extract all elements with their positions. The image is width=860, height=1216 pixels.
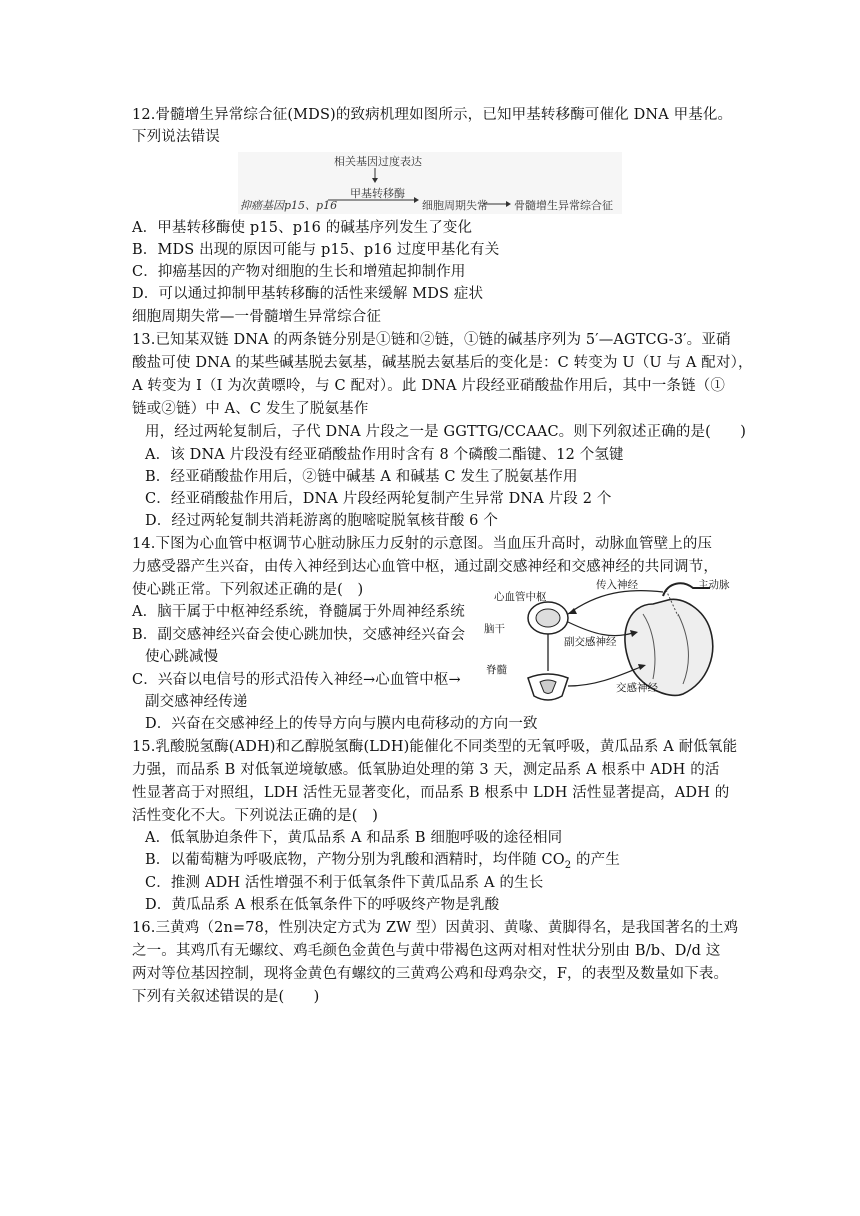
q14-option-c: C．兴奋以电信号的形式沿传入神经→心血管中枢→ (132, 672, 461, 688)
q15-line2: 力强，而品系 B 对低氧逆境敏感。低氧胁迫处理的第 3 天，测定品系 A 根系中 ADH 的活 (132, 762, 720, 778)
fig-center-label: 心血管中枢 (494, 591, 547, 603)
q12-option-a: A．甲基转移酶使 p15、p16 的碱基序列发生了变化 (132, 220, 473, 236)
q14-option-d: D．兴奋在交感神经上的传导方向与膜内电荷移动的方向一致 (145, 716, 538, 732)
q15-line4: 活性变化不大。下列说法正确的是( ) (132, 808, 379, 824)
q13-option-d: D．经过两轮复制共消耗游离的胞嘧啶脱氧核苷酸 6 个 (145, 513, 498, 529)
q12-option-d: D．可以通过抑制甲基转移酶的活性来缓解 MDS 症状 (132, 286, 484, 302)
fig-left-label: 抑癌基因p15、p16 (240, 199, 338, 212)
q15-option-b-tail: 的产生 (571, 852, 620, 868)
q14-option-b: B．副交感神经兴奋会使心跳加快，交感神经兴奋会 (132, 627, 466, 643)
fig-aorta-label: 主动脉 (698, 579, 730, 591)
q13-option-a: A．该 DNA 片段没有经亚硝酸盐作用时含有 8 个磷酸二酯键、12 个氢键 (145, 447, 624, 463)
q16-line2: 之一。其鸡爪有无螺纹、鸡毛颜色金黄色与黄中带褐色这两对相对性状分别由 B/b、D/d 这 (132, 943, 721, 959)
q12-stem-line2: 下列说法错误 (132, 129, 220, 145)
q16-line4: 下列有关叙述错误的是( ) (132, 989, 320, 1005)
fig-spinal-label: 脊髓 (486, 664, 507, 676)
q12-option-b: B．MDS 出现的原因可能与 p15、p16 过度甲基化有关 (132, 242, 500, 258)
q14-line1: 14.下图为心血管中枢调节心脏动脉压力反射的示意图。当血压升高时，动脉血管壁上的压 (132, 536, 713, 552)
q13-continuation: 用，经过两轮复制后，子代 DNA 片段之一是 GGTTG/CCAAC。则下列叙述正确的是( ) (145, 424, 747, 440)
q14-line2: 力感受器产生兴奋，由传入神经到达心血管中枢，通过副交感神经和交感神经的共同调节， (132, 559, 718, 575)
q12-stem-line1: 12.骨髓增生异常综合征(MDS)的致病机理如图所示，已知甲基转移酶可催化 DNA 甲基化。 (132, 107, 733, 123)
q12-trailing-text: 细胞周期失常—一骨髓增生异常综合征 (132, 309, 382, 325)
fig-enzyme-label: 甲基转移酶 (350, 187, 405, 200)
q15-option-d: D．黄瓜品系 A 根系在低氧条件下的呼吸终产物是乳酸 (145, 897, 500, 913)
enzyme-arrow-head (414, 197, 419, 203)
down-arrow-head (372, 178, 378, 183)
q14-option-b-cont: 使心跳减慢 (145, 649, 219, 665)
q14-reflex-figure (478, 574, 736, 708)
q13-line4: 链或②链）中 A、C 发生了脱氨基作 (132, 401, 369, 417)
fig-right-label: 骨髓增生异常综合征 (514, 199, 613, 212)
fig-mid-label: 细胞周期失常 (422, 199, 488, 212)
fig-afferent-label: 传入神经 (596, 579, 638, 591)
q13-option-b: B．经亚硝酸盐作用后，②链中碱基 A 和碱基 C 发生了脱氨基作用 (145, 469, 578, 485)
q15-option-b-subscript: 2 (564, 859, 572, 871)
q12-mechanism-figure (238, 152, 622, 214)
q14-option-c-cont: 副交感神经传递 (145, 694, 248, 710)
q15-line1: 15.乳酸脱氢酶(ADH)和乙醇脱氢酶(LDH)能催化不同类型的无氧呼吸，黄瓜品系 A 耐低氧能 (132, 739, 738, 755)
q16-line1: 16.三黄鸡（2n=78，性别决定方式为 ZW 型）因黄羽、黄喙、黄脚得名，是我国著名的土鸡 (132, 920, 739, 936)
q13-line3: A 转变为 I（I 为次黄嘌呤，与 C 配对）。此 DNA 片段经亚硝酸盐作用后，其中一条链（① (132, 378, 726, 394)
q14-option-a: A．脑干属于中枢神经系统，脊髓属于外周神经系统 (132, 604, 465, 620)
brainstem-core (536, 609, 560, 627)
fig-sym-label: 交感神经 (616, 682, 658, 694)
q12-option-c: C．抑癌基因的产物对细胞的生长和增殖起抑制作用 (132, 264, 466, 280)
right-arrow-head (506, 201, 511, 207)
q16-line3: 两对等位基因控制，现将金黄色有螺纹的三黄鸡公鸡和母鸡杂交，F，的表型及数量如下表。 (132, 966, 729, 982)
q15-option-c: C．推测 ADH 活性增强不利于低氧条件下黄瓜品系 A 的生长 (145, 875, 544, 891)
q13-line2: 酸盐可使 DNA 的某些碱基脱去氨基，碱基脱去氨基后的变化是：C 转变为 U（U 与 A 配对）， (132, 355, 753, 371)
q13-line1: 13.已知某双链 DNA 的两条链分别是①链和②链，①链的碱基序列为 5′—AGTCG-3′。亚硝 (132, 332, 731, 348)
q15-option-a: A．低氧胁迫条件下，黄瓜品系 A 和品系 B 细胞呼吸的途径相同 (145, 830, 563, 846)
fig-top-label: 相关基因过度表达 (334, 155, 422, 168)
fig-brainstem-label: 脑干 (484, 623, 505, 635)
q13-option-c: C．经亚硝酸盐作用后，DNA 片段经两轮复制产生异常 DNA 片段 2 个 (145, 491, 612, 507)
q14-line3: 使心跳正常。下列叙述正确的是( ) (132, 582, 364, 598)
fig-parasym-label: 副交感神经 (564, 636, 617, 648)
q15-line3: 性显著高于对照组，LDH 活性无显著变化，而品系 B 根系中 LDH 活性显著提高，ADH 的 (132, 785, 730, 801)
q15-option-b-text: B．以葡萄糖为呼吸底物，产物分别为乳酸和酒精时，均伴随 CO (145, 852, 565, 868)
